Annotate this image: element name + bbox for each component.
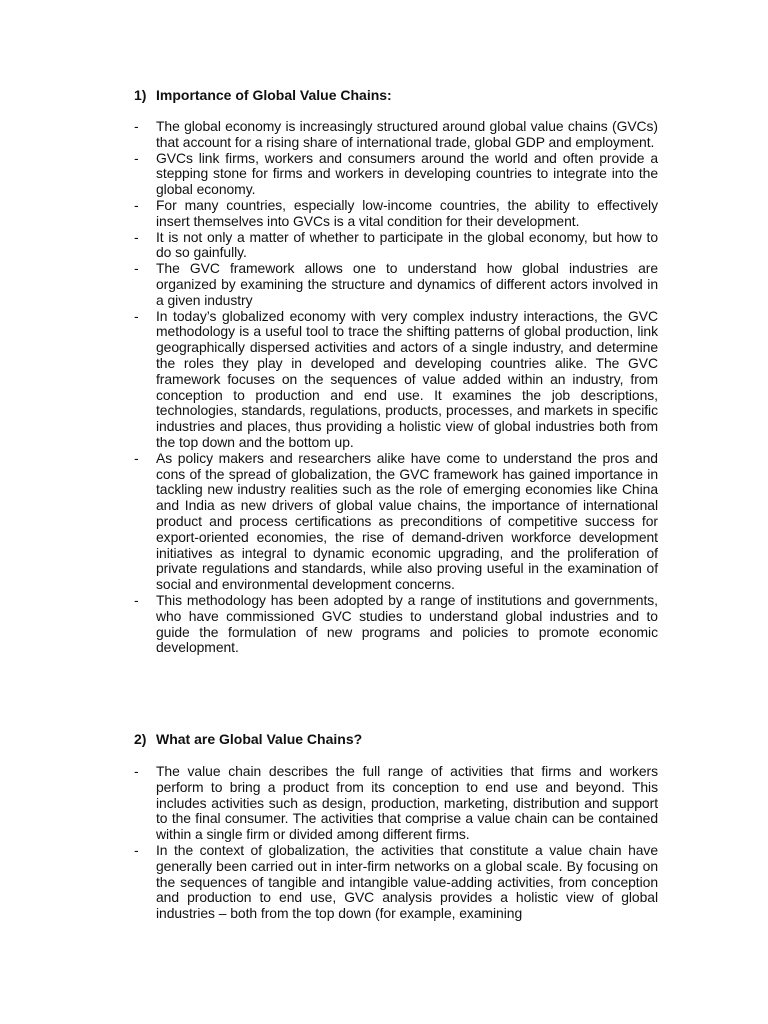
bullet-marker: - <box>134 841 139 858</box>
list-item-text: The value chain describes the full range of activities that firms and workers perform to bring a product from its conception to end use and beyond. This includes activities such as design, production, marketing, distribution and support to the final consumer. The activities that comprise a value chain can be contained within a single firm or divided among different firms. <box>156 763 658 843</box>
bullet-marker: - <box>134 307 139 324</box>
list-item-text: As policy makers and researchers alike have come to understand the pros and cons of the spread of globalization, the GVC framework has gained importance in tackling new industry realities such as the role of emerging economies like China and India as new drivers of global value chains, the importance of international product and process certifications as preconditions of competitive success for export-oriented economies, the rise of demand-driven workforce development initiatives as integral to dynamic economic upgrading, and the proliferation of private regulations and standards, while also proving useful in the examination of social and environmental development concerns. <box>156 449 658 593</box>
list-item-text: In the context of globalization, the activities that constitute a value chain have generally been carried out in inter-firm networks on a global scale. By focusing on the sequences of tangible and intangible value-adding activities, from conception and production to end use, GVC analysis provides a holistic view of global industries – both from the top down (for example, examining <box>156 841 658 922</box>
list-item <box>134 119 658 151</box>
section-2-list <box>134 764 658 922</box>
list-item <box>134 151 658 198</box>
list-item <box>134 764 658 843</box>
list-item-text: It is not only a matter of whether to participate in the global economy, but how to do so gainfully. <box>156 228 658 261</box>
list-item-text: The GVC framework allows one to understand how global industries are organized by examining the structure and dynamics of different actors involved in a given industry <box>156 260 658 308</box>
section-1-heading <box>134 87 674 103</box>
list-item-text: The global economy is increasingly structured around global value chains (GVCs) that account for a rising share of international trade, global GDP and employment. <box>156 118 658 150</box>
section-1-number: 1) <box>134 87 147 103</box>
list-item <box>134 198 658 230</box>
bullet-marker: - <box>134 149 139 166</box>
bullet-marker: - <box>134 763 139 779</box>
section-1-title: Importance of Global Value Chains: <box>156 87 392 103</box>
section-2-title: What are Global Value Chains? <box>156 731 363 747</box>
list-item <box>134 261 658 308</box>
list-item <box>134 451 658 593</box>
bullet-marker: - <box>134 228 139 245</box>
bullet-marker: - <box>134 591 139 608</box>
list-item-text: For many countries, especially low-income countries, the ability to effectively insert themselves into GVCs is a vital condition for their development. <box>156 196 658 229</box>
list-item <box>134 593 658 656</box>
bullet-marker: - <box>134 260 139 277</box>
list-item-text: GVCs link firms, workers and consumers around the world and often provide a stepping stone for firms and workers in developing countries to integrate into the global economy. <box>156 149 658 198</box>
list-item <box>134 309 658 451</box>
list-item <box>134 843 658 922</box>
bullet-marker: - <box>134 196 139 213</box>
bullet-marker: - <box>134 118 139 134</box>
list-item <box>134 230 658 262</box>
section-2-number: 2) <box>134 731 147 747</box>
section-2-heading <box>134 731 674 747</box>
list-item-text: In today’s globalized economy with very complex industry interactions, the GVC methodology is a useful tool to trace the shifting patterns of global production, link geographically dispersed activities and actors of a single industry, and determine the roles they play in developed and developing countries alike. The GVC framework focuses on the sequences of value added within an industry, from conception to production and end use. It examines the job descriptions, technologies, standards, regulations, products, processes, and markets in specific industries and places, thus providing a holistic view of global industries both from the top down and the bottom up. <box>156 307 658 450</box>
bullet-marker: - <box>134 449 139 466</box>
list-item-text: This methodology has been adopted by a range of institutions and governments, who have commissioned GVC studies to understand global industries and to guide the formulation of new programs and policies to promote economic development. <box>156 591 658 656</box>
section-1-list <box>134 119 658 656</box>
